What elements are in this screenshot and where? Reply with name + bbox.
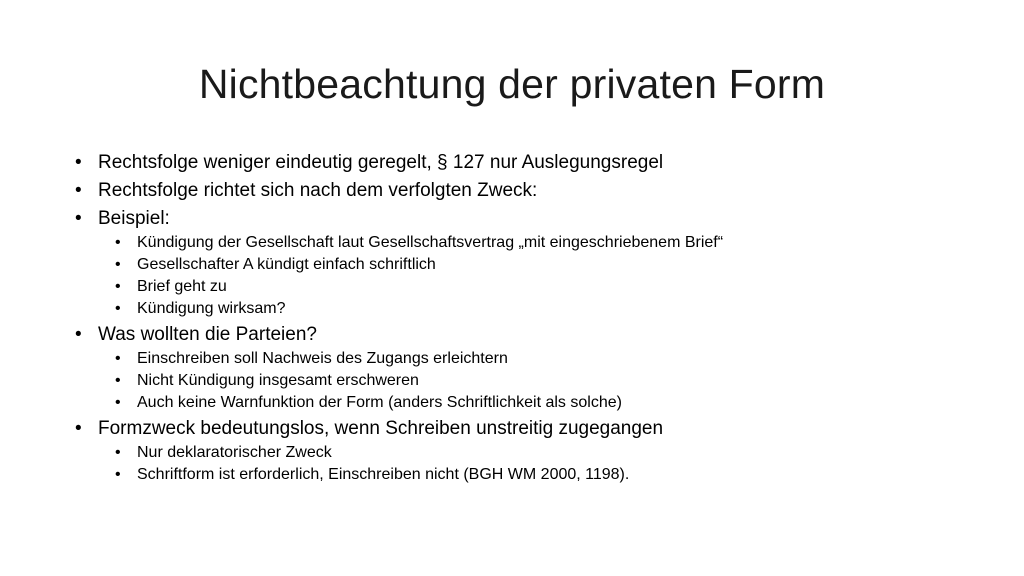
- bullet-icon: •: [115, 372, 121, 389]
- sub-bullet-text: Nur deklaratorischer Zweck: [137, 444, 332, 461]
- sub-bullet-text: Gesellschafter A kündigt einfach schriftlich: [137, 256, 436, 273]
- sub-bullet-text: Schriftform ist erforderlich, Einschreiben nicht (BGH WM 2000, 1198).: [137, 466, 630, 483]
- bullet-text: Rechtsfolge richtet sich nach dem verfolgten Zweck:: [98, 180, 538, 201]
- sub-bullet-item: [72, 254, 972, 276]
- bullet-item: [72, 178, 972, 204]
- sub-bullet-text: Einschreiben soll Nachweis des Zugangs erleichtern: [137, 350, 508, 367]
- sub-bullet-item: [72, 276, 972, 298]
- sub-bullet-item: [72, 392, 972, 414]
- slide-title: Nichtbeachtung der privaten Form: [198, 61, 826, 107]
- sub-bullet-item: [72, 464, 972, 486]
- bullet-icon: •: [75, 152, 82, 173]
- sub-bullet-item: [72, 348, 972, 370]
- bullet-icon: •: [115, 278, 121, 295]
- bullet-icon: •: [75, 180, 82, 201]
- sub-bullet-text: Nicht Kündigung insgesamt erschweren: [137, 372, 419, 389]
- bullet-item: [72, 206, 972, 232]
- bullet-icon: •: [115, 300, 121, 317]
- bullet-icon: •: [75, 208, 82, 229]
- bullet-item: [72, 416, 972, 442]
- bullet-icon: •: [115, 466, 121, 483]
- sub-bullet-item: [72, 442, 972, 464]
- sub-bullet-text: Kündigung der Gesellschaft laut Gesellschaftsvertrag „mit eingeschriebenem Brief“: [137, 234, 724, 251]
- bullet-icon: •: [115, 256, 121, 273]
- sub-bullet-text: Auch keine Warnfunktion der Form (anders Schriftlichkeit als solche): [137, 394, 622, 411]
- bullet-text: Rechtsfolge weniger eindeutig geregelt, § 127 nur Auslegungsregel: [98, 152, 664, 173]
- bullet-icon: •: [115, 350, 121, 367]
- bullet-icon: •: [115, 444, 121, 461]
- bullet-icon: •: [115, 394, 121, 411]
- bullet-list: [72, 150, 972, 486]
- sub-bullet-item: [72, 298, 972, 320]
- sub-bullet-item: [72, 370, 972, 392]
- bullet-icon: •: [75, 418, 82, 439]
- bullet-icon: •: [75, 324, 82, 345]
- bullet-text: Formzweck bedeutungslos, wenn Schreiben unstreitig zugegangen: [98, 418, 664, 439]
- sub-bullet-text: Brief geht zu: [137, 278, 227, 295]
- bullet-icon: •: [115, 234, 121, 251]
- sub-bullet-text: Kündigung wirksam?: [137, 300, 286, 317]
- bullet-item: [72, 322, 972, 348]
- sub-bullet-item: [72, 232, 972, 254]
- bullet-item: [72, 150, 972, 176]
- bullet-text: Was wollten die Parteien?: [98, 324, 317, 345]
- bullet-text: Beispiel:: [98, 208, 170, 229]
